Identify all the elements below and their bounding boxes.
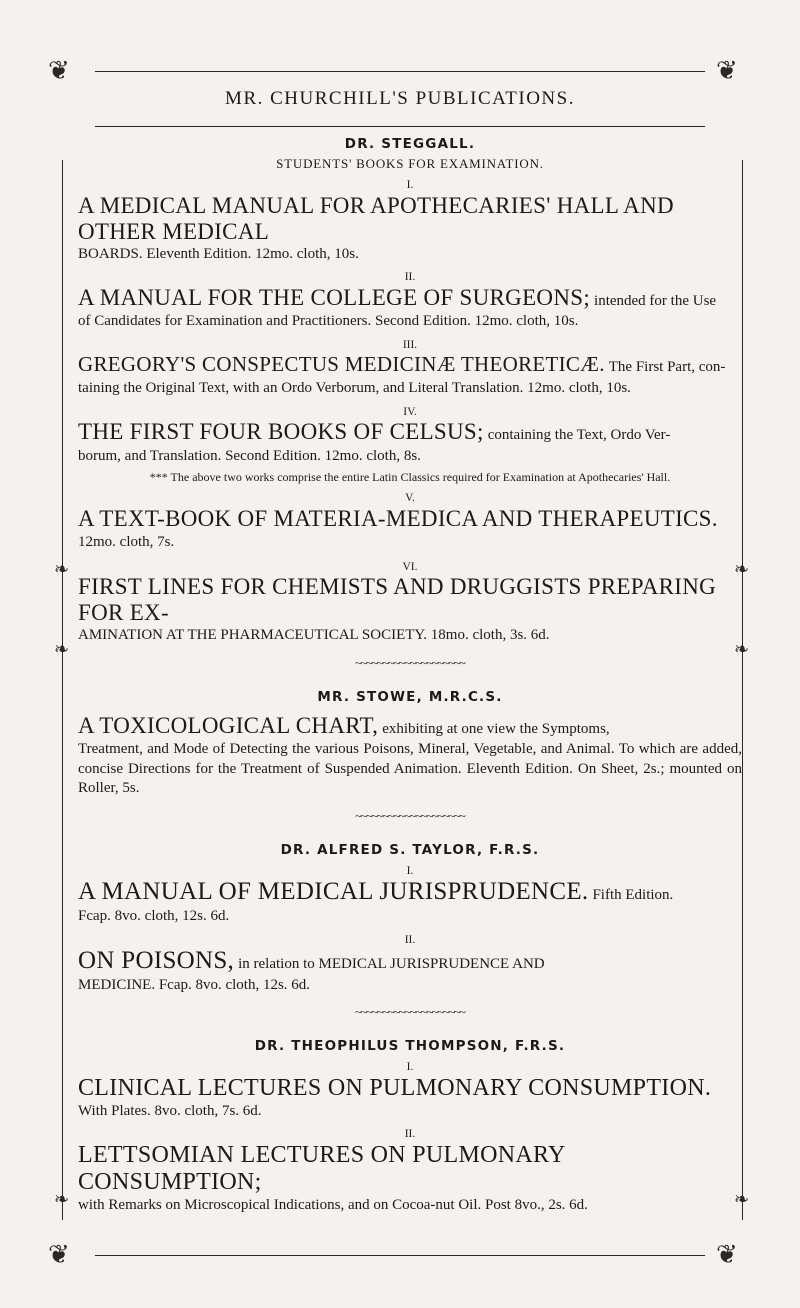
book-title: LETTSOMIAN LECTURES ON PULMONARY CONSUMPTION; [78,1141,565,1195]
book-entry [78,352,742,398]
entry-numeral: I. [406,179,414,191]
book-details: MEDICINE. Fcap. 8vo. cloth, 12s. 6d. [78,976,311,993]
entry-numeral: I. [406,1061,414,1074]
book-price: 18mo. cloth, 3s. 6d. [430,627,550,643]
book-entry [78,193,742,265]
book-title: A TEXT-BOOK OF MATERIA-MEDICA AND THERAPEUTICS. [78,505,718,531]
book-entry [78,878,742,926]
book-title-tail: The First Part, con- [608,359,726,376]
book-title-tail: 12mo. cloth, 7s. [78,533,175,550]
corner-ornament-icon: ❦ [48,56,70,85]
book-entry [78,1075,742,1122]
book-title: A MANUAL FOR THE COLLEGE OF SURGEONS; [78,284,591,310]
section-separator: ~~~~~~~~~~~~~~~~~~~~ [355,1005,465,1020]
corner-ornament-icon: ❦ [716,1240,738,1269]
book-title: A TOXICOLOGICAL CHART, [78,712,379,738]
entry-numeral: I. [406,864,414,877]
author-heading: MR. STOWE, M.R.C.S. [317,688,503,705]
side-ornament-icon: ❧ [734,1189,750,1209]
book-details: Treatment, and Mode of Detecting the various Poisons, Mineral, Vegetable, and Animal. To which are added, concise Directions for the Treatment of Suspended Animation. Eleventh Edition. On Sheet, 2s.; mounted on Roller, 5s. [78,741,742,797]
latin-classics-note: *** The above two works comprise the entire Latin Classics required for Examination at Apothecaries' Hall. [149,470,671,485]
book-title: FIRST LINES FOR CHEMISTS AND DRUGGISTS PREPARING FOR EX- [78,574,717,625]
book-details: AMINATION AT THE PHARMACEUTICAL SOCIETY. [78,627,428,643]
book-details: BOARDS. Eleventh Edition. 12mo. cloth, 10s. [78,245,359,262]
book-entry [78,947,742,995]
book-title-tail: Fifth Edition. [592,887,674,904]
side-ornament-icon: ❧ [54,1189,70,1209]
corner-ornament-icon: ❦ [48,1240,70,1269]
book-details: with Remarks on Microscopical Indications, and on Cocoa-nut Oil. Post 8vo., 2s. 6d. [78,1196,588,1213]
side-ornament-icon: ❧ [734,639,750,659]
entry-numeral: II. [404,1128,416,1141]
corner-ornament-icon: ❦ [716,56,738,85]
author-section [78,689,742,799]
book-title: CLINICAL LECTURES ON PULMONARY CONSUMPTION. [78,1074,712,1101]
book-title-tail: in relation to MEDICAL JURISPRUDENCE AND [238,956,545,972]
entry-numeral: IV. [403,405,417,418]
book-title: THE FIRST FOUR BOOKS OF CELSUS; [78,419,484,444]
catalogue-content [78,136,742,1215]
entry-numeral: VI. [402,560,418,573]
book-entry [78,713,742,799]
book-title-tail: intended for the Use [594,292,717,309]
book-details: With Plates. 8vo. cloth, 7s. 6d. [78,1102,262,1119]
entry-numeral: II. [404,933,416,946]
book-title: ON POISONS, [78,947,235,974]
top-rule [95,71,705,72]
book-entry [78,506,742,554]
book-title-tail: exhibiting at one view the Symptoms, [382,720,610,737]
entry-numeral: II. [404,271,416,283]
book-details: taining the Original Text, with an Ordo Verborum, and Literal Translation. 12mo. cloth, 10s. [78,380,631,396]
side-ornament-icon: ❧ [734,559,750,579]
section-separator: ~~~~~~~~~~~~~~~~~~~~ [355,655,465,670]
book-details: borum, and Translation. Second Edition. 12mo. cloth, 8s. [78,447,421,464]
right-rule [742,160,743,1220]
left-rule [62,160,63,1220]
book-title: A MANUAL OF MEDICAL JURISPRUDENCE. [78,878,589,906]
section-subhead: STUDENTS' BOOKS FOR EXAMINATION. [276,156,544,171]
book-details: Fcap. 8vo. cloth, 12s. 6d. [78,908,230,924]
side-ornament-icon: ❧ [54,559,70,579]
book-title-tail: containing the Text, Ordo Ver- [487,427,671,443]
book-title: GREGORY'S CONSPECTUS MEDICINÆ THEORETICÆ. [78,352,605,377]
book-entry [78,1142,742,1216]
entry-numeral: III. [402,338,418,351]
bottom-rule [95,1255,705,1256]
book-details: of Candidates for Examination and Practitioners. Second Edition. 12mo. cloth, 10s. [78,313,579,330]
author-heading: DR. THEOPHILUS THOMPSON, F.R.S. [254,1038,566,1055]
book-title: A MEDICAL MANUAL FOR APOTHECARIES' HALL AND OTHER MEDICAL [78,192,674,244]
running-head: MR. CHURCHILL'S PUBLICATIONS. [225,88,575,109]
book-entry [78,419,742,466]
head-rule [95,126,705,127]
author-heading: DR. STEGGALL. [344,136,476,152]
book-entry [78,574,742,646]
book-entry [78,285,742,332]
author-section [78,842,742,996]
section-separator: ~~~~~~~~~~~~~~~~~~~~ [355,808,465,823]
side-ornament-icon: ❧ [54,639,70,659]
entry-numeral: V. [405,492,415,505]
author-heading: DR. ALFRED S. TAYLOR, F.R.S. [280,841,540,858]
author-section [78,1038,742,1215]
author-section [78,136,742,646]
